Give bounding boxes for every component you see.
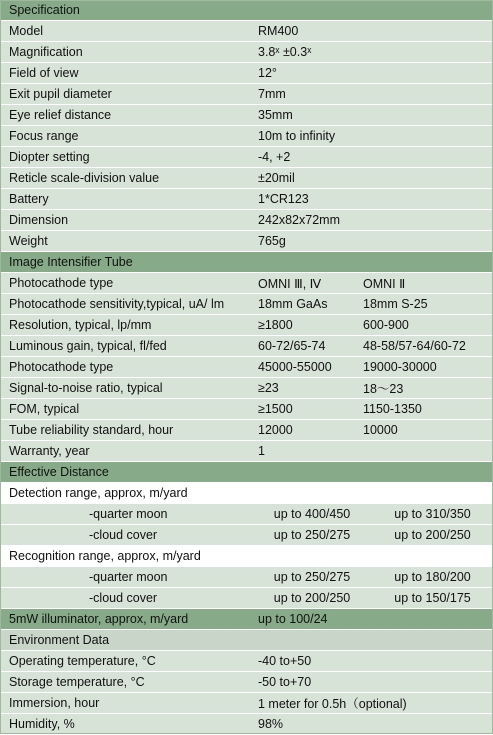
- spec-value: 3.8ˣ ±0.3ˣ: [258, 45, 312, 59]
- tube-row: [1, 399, 492, 420]
- detection-range-title: Detection range, approx, m/yard: [9, 486, 188, 500]
- illuminator-label: 5mW illuminator, approx, m/yard: [9, 612, 189, 626]
- section-header-environment: [1, 630, 492, 651]
- recognition-range-title-row: [1, 546, 492, 567]
- spec-row-field-of-view: [1, 63, 492, 84]
- spec-row-weight: [1, 231, 492, 252]
- tube-label: Warranty, year: [9, 444, 90, 458]
- tube-value-gen2: 18mm S-25: [363, 297, 428, 311]
- env-row-storage-temp: [1, 672, 492, 693]
- condition-label: -quarter moon: [89, 507, 168, 521]
- spec-value: -4, +2: [258, 150, 291, 164]
- tube-value-gen3: ≥1500: [258, 402, 293, 416]
- tube-label: FOM, typical: [9, 402, 80, 416]
- spec-row-battery: [1, 189, 492, 210]
- tube-row: [1, 336, 492, 357]
- recognition-row-cloud-cover: [1, 588, 492, 609]
- spec-label: Focus range: [9, 129, 79, 143]
- tube-value-gen2: 48-58/57-64/60-72: [363, 339, 466, 353]
- env-row-humidity: [1, 714, 492, 735]
- tube-value-gen3: 60-72/65-74: [258, 339, 326, 353]
- spec-label: Exit pupil diameter: [9, 87, 112, 101]
- range-value-gen3: up to 400/450: [273, 507, 351, 521]
- spec-row-focus-range: [1, 126, 492, 147]
- spec-label: Magnification: [9, 45, 83, 59]
- range-value-gen3: up to 250/275: [273, 528, 351, 542]
- env-label: Operating temperature, °C: [9, 654, 156, 668]
- range-value-gen2: up to 200/250: [394, 528, 471, 542]
- condition-label: -quarter moon: [89, 570, 168, 584]
- tube-label: Photocathode type: [9, 276, 114, 290]
- tube-value: 1: [258, 444, 265, 458]
- detection-row-cloud-cover: [1, 525, 492, 546]
- spec-row-exit-pupil: [1, 84, 492, 105]
- condition-label: -cloud cover: [89, 528, 158, 542]
- env-label: Storage temperature, °C: [9, 675, 145, 689]
- tube-row: [1, 315, 492, 336]
- spec-label: Reticle scale-division value: [9, 171, 160, 185]
- spec-label: Model: [9, 24, 44, 38]
- tube-value-gen2: 600-900: [363, 318, 409, 332]
- tube-row: [1, 378, 492, 399]
- spec-value: 10m to infinity: [258, 129, 336, 143]
- tube-label: Tube reliability standard, hour: [9, 423, 174, 437]
- section-title: Specification: [9, 3, 80, 17]
- section-title: Image Intensifier Tube: [9, 255, 133, 269]
- spec-value: 765g: [258, 234, 286, 248]
- spec-row-dimension: [1, 210, 492, 231]
- section-header-effective-distance: [1, 462, 492, 483]
- env-label: Humidity, %: [9, 717, 75, 731]
- range-value-gen3: up to 250/275: [273, 570, 351, 584]
- recognition-range-title: Recognition range, approx, m/yard: [9, 549, 201, 563]
- spec-label: Weight: [9, 234, 48, 248]
- section-title: Environment Data: [9, 633, 110, 647]
- tube-value-gen3: 45000-55000: [258, 360, 332, 374]
- spec-value: 12°: [258, 66, 277, 80]
- section-header-specification: [1, 0, 492, 21]
- spec-label: Field of view: [9, 66, 79, 80]
- tube-value-gen2: 19000-30000: [363, 360, 437, 374]
- tube-label: Luminous gain, typical, fl/fed: [9, 339, 167, 353]
- illuminator-row: [1, 609, 492, 630]
- detection-range-title-row: [1, 483, 492, 504]
- env-value: 1 meter for 0.5h（optional): [258, 697, 407, 711]
- range-value-gen3: up to 200/250: [273, 591, 351, 605]
- spec-value: RM400: [258, 24, 299, 38]
- tube-row: [1, 357, 492, 378]
- detection-row-quarter-moon: [1, 504, 492, 525]
- tube-row-warranty: [1, 441, 492, 462]
- illuminator-value: up to 100/24: [258, 612, 328, 626]
- env-row-operating-temp: [1, 651, 492, 672]
- condition-label: -cloud cover: [89, 591, 158, 605]
- env-row-immersion: [1, 693, 492, 714]
- spec-label: Diopter setting: [9, 150, 90, 164]
- spec-label: Battery: [9, 192, 49, 206]
- spec-row-eye-relief: [1, 105, 492, 126]
- range-value-gen2: up to 150/175: [394, 591, 471, 605]
- recognition-row-quarter-moon: [1, 567, 492, 588]
- spec-label: Dimension: [9, 213, 69, 227]
- spec-label: Eye relief distance: [9, 108, 112, 122]
- spec-row-diopter: [1, 147, 492, 168]
- tube-label: Photocathode type: [9, 360, 114, 374]
- spec-value: 242x82x72mm: [258, 213, 340, 227]
- range-value-gen2: up to 310/350: [394, 507, 471, 521]
- spec-value: 35mm: [258, 108, 293, 122]
- tube-value-gen2: 10000: [363, 423, 398, 437]
- env-value: -40 to+50: [258, 654, 312, 668]
- tube-value-gen3: ≥1800: [258, 318, 293, 332]
- spec-row-reticle: [1, 168, 492, 189]
- tube-value-gen3: ≥23: [258, 381, 279, 395]
- range-value-gen2: up to 180/200: [394, 570, 471, 584]
- spec-value: 1*CR123: [258, 192, 309, 206]
- tube-value-gen2: OMNI Ⅱ: [363, 276, 406, 291]
- spec-value: 7mm: [258, 87, 286, 101]
- tube-value-gen2: 1150-1350: [363, 402, 422, 416]
- tube-value-gen3: 12000: [258, 423, 293, 437]
- env-value: 98%: [258, 717, 284, 731]
- tube-row: [1, 420, 492, 441]
- env-value: -50 to+70: [258, 675, 312, 689]
- section-header-image-tube: [1, 252, 492, 273]
- tube-row: [1, 294, 492, 315]
- tube-value-gen2: 18～23: [363, 382, 404, 396]
- spec-row-magnification: [1, 42, 492, 63]
- tube-label: Photocathode sensitivity,typical, uA/ lm: [9, 297, 225, 311]
- tube-value-gen3: OMNI Ⅲ, Ⅳ: [258, 276, 322, 291]
- spec-row-model: [1, 21, 492, 42]
- tube-value-gen3: 18mm GaAs: [258, 297, 328, 311]
- spec-value: ±20mil: [258, 171, 295, 185]
- tube-label: Resolution, typical, lp/mm: [9, 318, 152, 332]
- tube-label: Signal-to-noise ratio, typical: [9, 381, 163, 395]
- section-title: Effective Distance: [9, 465, 109, 479]
- tube-row: [1, 273, 492, 294]
- env-label: Immersion, hour: [9, 696, 100, 710]
